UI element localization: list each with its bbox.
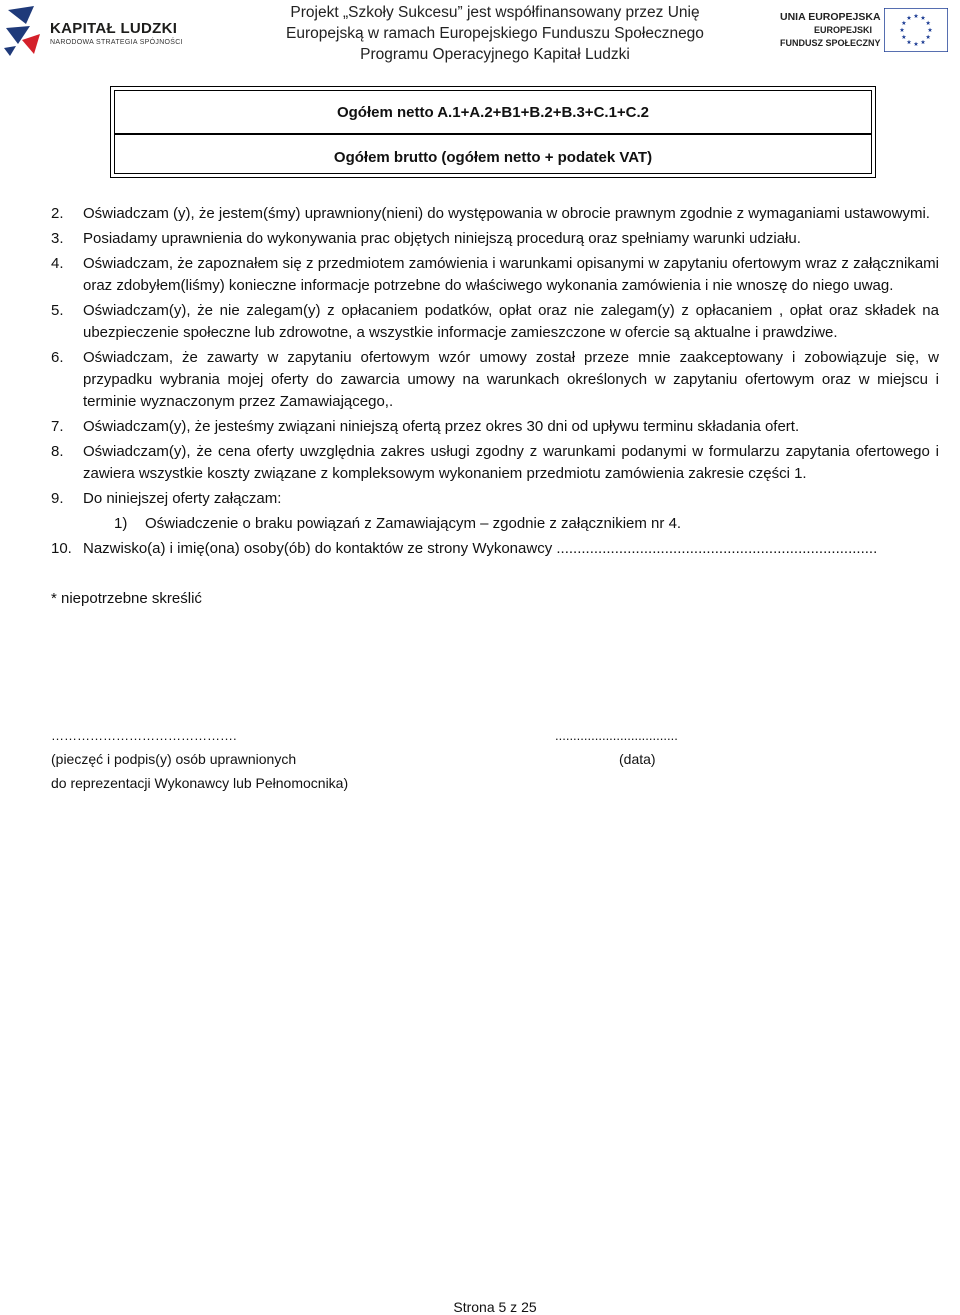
statement-text: Do niniejszej oferty załączam: — [83, 490, 282, 507]
kapital-ludzki-emblem-icon — [4, 4, 44, 56]
gross-total-label: Ogółem brutto (ogółem netto + podatek VAT) — [333, 149, 653, 166]
statement-number: 2. — [51, 205, 64, 222]
logo-name: KAPITAŁ LUDZKI — [50, 20, 178, 37]
summary-table — [110, 86, 876, 178]
statement-number: 10. — [51, 540, 72, 557]
statement-item — [51, 488, 939, 510]
summary-table-inner — [114, 90, 872, 174]
project-line: Projekt „Szkoły Sukcesu” jest współfinansowany przez Unię — [290, 4, 700, 21]
statement-text: Oświadczam(y), że cena oferty uwzględnia zakres usługi zgodny z warunkami podanymi w formularzu zapytania ofertowego i zawiera wszystkie koszty związane z kompleksowym wykonaniem przedmiotu zamówienia zakresie części 1. — [83, 443, 939, 482]
statement-text: Oświadczam(y), że nie zalegam(y) z opłacaniem podatków, opłat oraz nie zalegam(y) z opłacaniem , opłat oraz składek na ubezpieczenie społeczne lub zdrowotne, a wszystkie informacje zamieszczone w ofercie są aktualne i prawdziwe. — [83, 302, 939, 341]
statement-number: 9. — [51, 490, 64, 507]
statement-text: Oświadczam, że zawarty w zapytaniu ofertowym wzór umowy został przeze mnie zaakceptowany i zobowiązuje się, w przypadku wybrania mojej oferty do zawarcia umowy na warunkach określonych w zapytaniu ofertowym oraz w miejscu i terminie wyznaczonym przez Zamawiającego,. — [83, 349, 939, 410]
eu-logo-line2: EUROPEJSKI — [813, 25, 872, 35]
statement-item — [51, 347, 939, 413]
statement-item — [51, 538, 939, 560]
statement-text: Oświadczam (y), że jestem(śmy) uprawniony(nieni) do występowania w obrocie prawnym zgodnie z wymaganiami ustawowymi. — [83, 205, 930, 222]
statement-item — [51, 300, 939, 344]
statement-number: 7. — [51, 418, 64, 435]
statement-number: 4. — [51, 255, 64, 272]
project-line: Europejską w ramach Europejskiego Funduszu Społecznego — [286, 25, 704, 42]
gross-total-row — [115, 135, 871, 173]
eu-logo — [772, 8, 952, 58]
statement-text: Oświadczam(y), że jesteśmy związani niniejszą ofertą przez okres 30 dni od upływu terminu składania ofert. — [83, 418, 800, 435]
eu-logo-line3: FUNDUSZ SPOŁECZNY — [780, 38, 881, 48]
statement-number: 5. — [51, 302, 64, 319]
statement-item — [51, 253, 939, 297]
attachment-number: 1) — [114, 515, 128, 532]
signature-label: (pieczęć i podpis(y) osób uprawnionych — [51, 751, 297, 767]
attachment-item — [51, 513, 939, 535]
statement-item — [51, 416, 939, 438]
logo-subtitle: NARODOWA STRATEGIA SPÓJNOŚCI — [50, 39, 183, 46]
statements-list — [51, 203, 939, 560]
statement-number: 3. — [51, 230, 64, 247]
net-total-label: Ogółem netto A.1+A.2+B1+B.2+B.3+C.1+C.2 — [336, 104, 650, 121]
signature-label-continued: do reprezentacji Wykonawcy lub Pełnomocnika) — [51, 775, 349, 791]
kapital-ludzki-logo — [4, 4, 183, 56]
attachment-text: Oświadczenie o braku powiązań z Zamawiającym – zgodnie z załącznikiem nr 4. — [145, 515, 682, 532]
signature-dots-left: ……………………………………. — [51, 728, 237, 743]
statement-text: Oświadczam, że zapoznałem się z przedmiotem zamówienia i warunkami opisanymi w zapytaniu ofertowym wraz z załącznikami oraz zdobyłem(liśmy) konieczne informacje potrzebne do właściwego wykonania zamówienia i nie wnoszę do niego uwag. — [83, 255, 939, 294]
project-info — [260, 2, 730, 65]
statement-text: Posiadamy uprawnienia do wykonywania prac objętych niniejszą procedurą oraz spełniamy warunki udziału. — [83, 230, 801, 247]
date-label: (data) — [619, 751, 656, 767]
statement-number: 6. — [51, 349, 64, 366]
footnote: * niepotrzebne skreślić — [51, 590, 202, 607]
project-line: Programu Operacyjnego Kapitał Ludzki — [360, 46, 630, 63]
page-header — [0, 0, 960, 72]
page-number: Strona 5 z 25 — [453, 1299, 537, 1315]
eu-flag-icon — [884, 8, 948, 52]
date-dots: .................................. — [555, 728, 678, 743]
statement-number: 8. — [51, 443, 64, 460]
statement-text: Nazwisko(a) i imię(ona) osoby(ób) do kontaktów ze strony Wykonawcy ............................................................................. — [83, 540, 878, 557]
statement-item — [51, 441, 939, 485]
statement-item — [51, 203, 939, 225]
eu-logo-line1: UNIA EUROPEJSKA — [780, 11, 881, 23]
net-total-row — [115, 91, 871, 135]
statement-item — [51, 228, 939, 250]
